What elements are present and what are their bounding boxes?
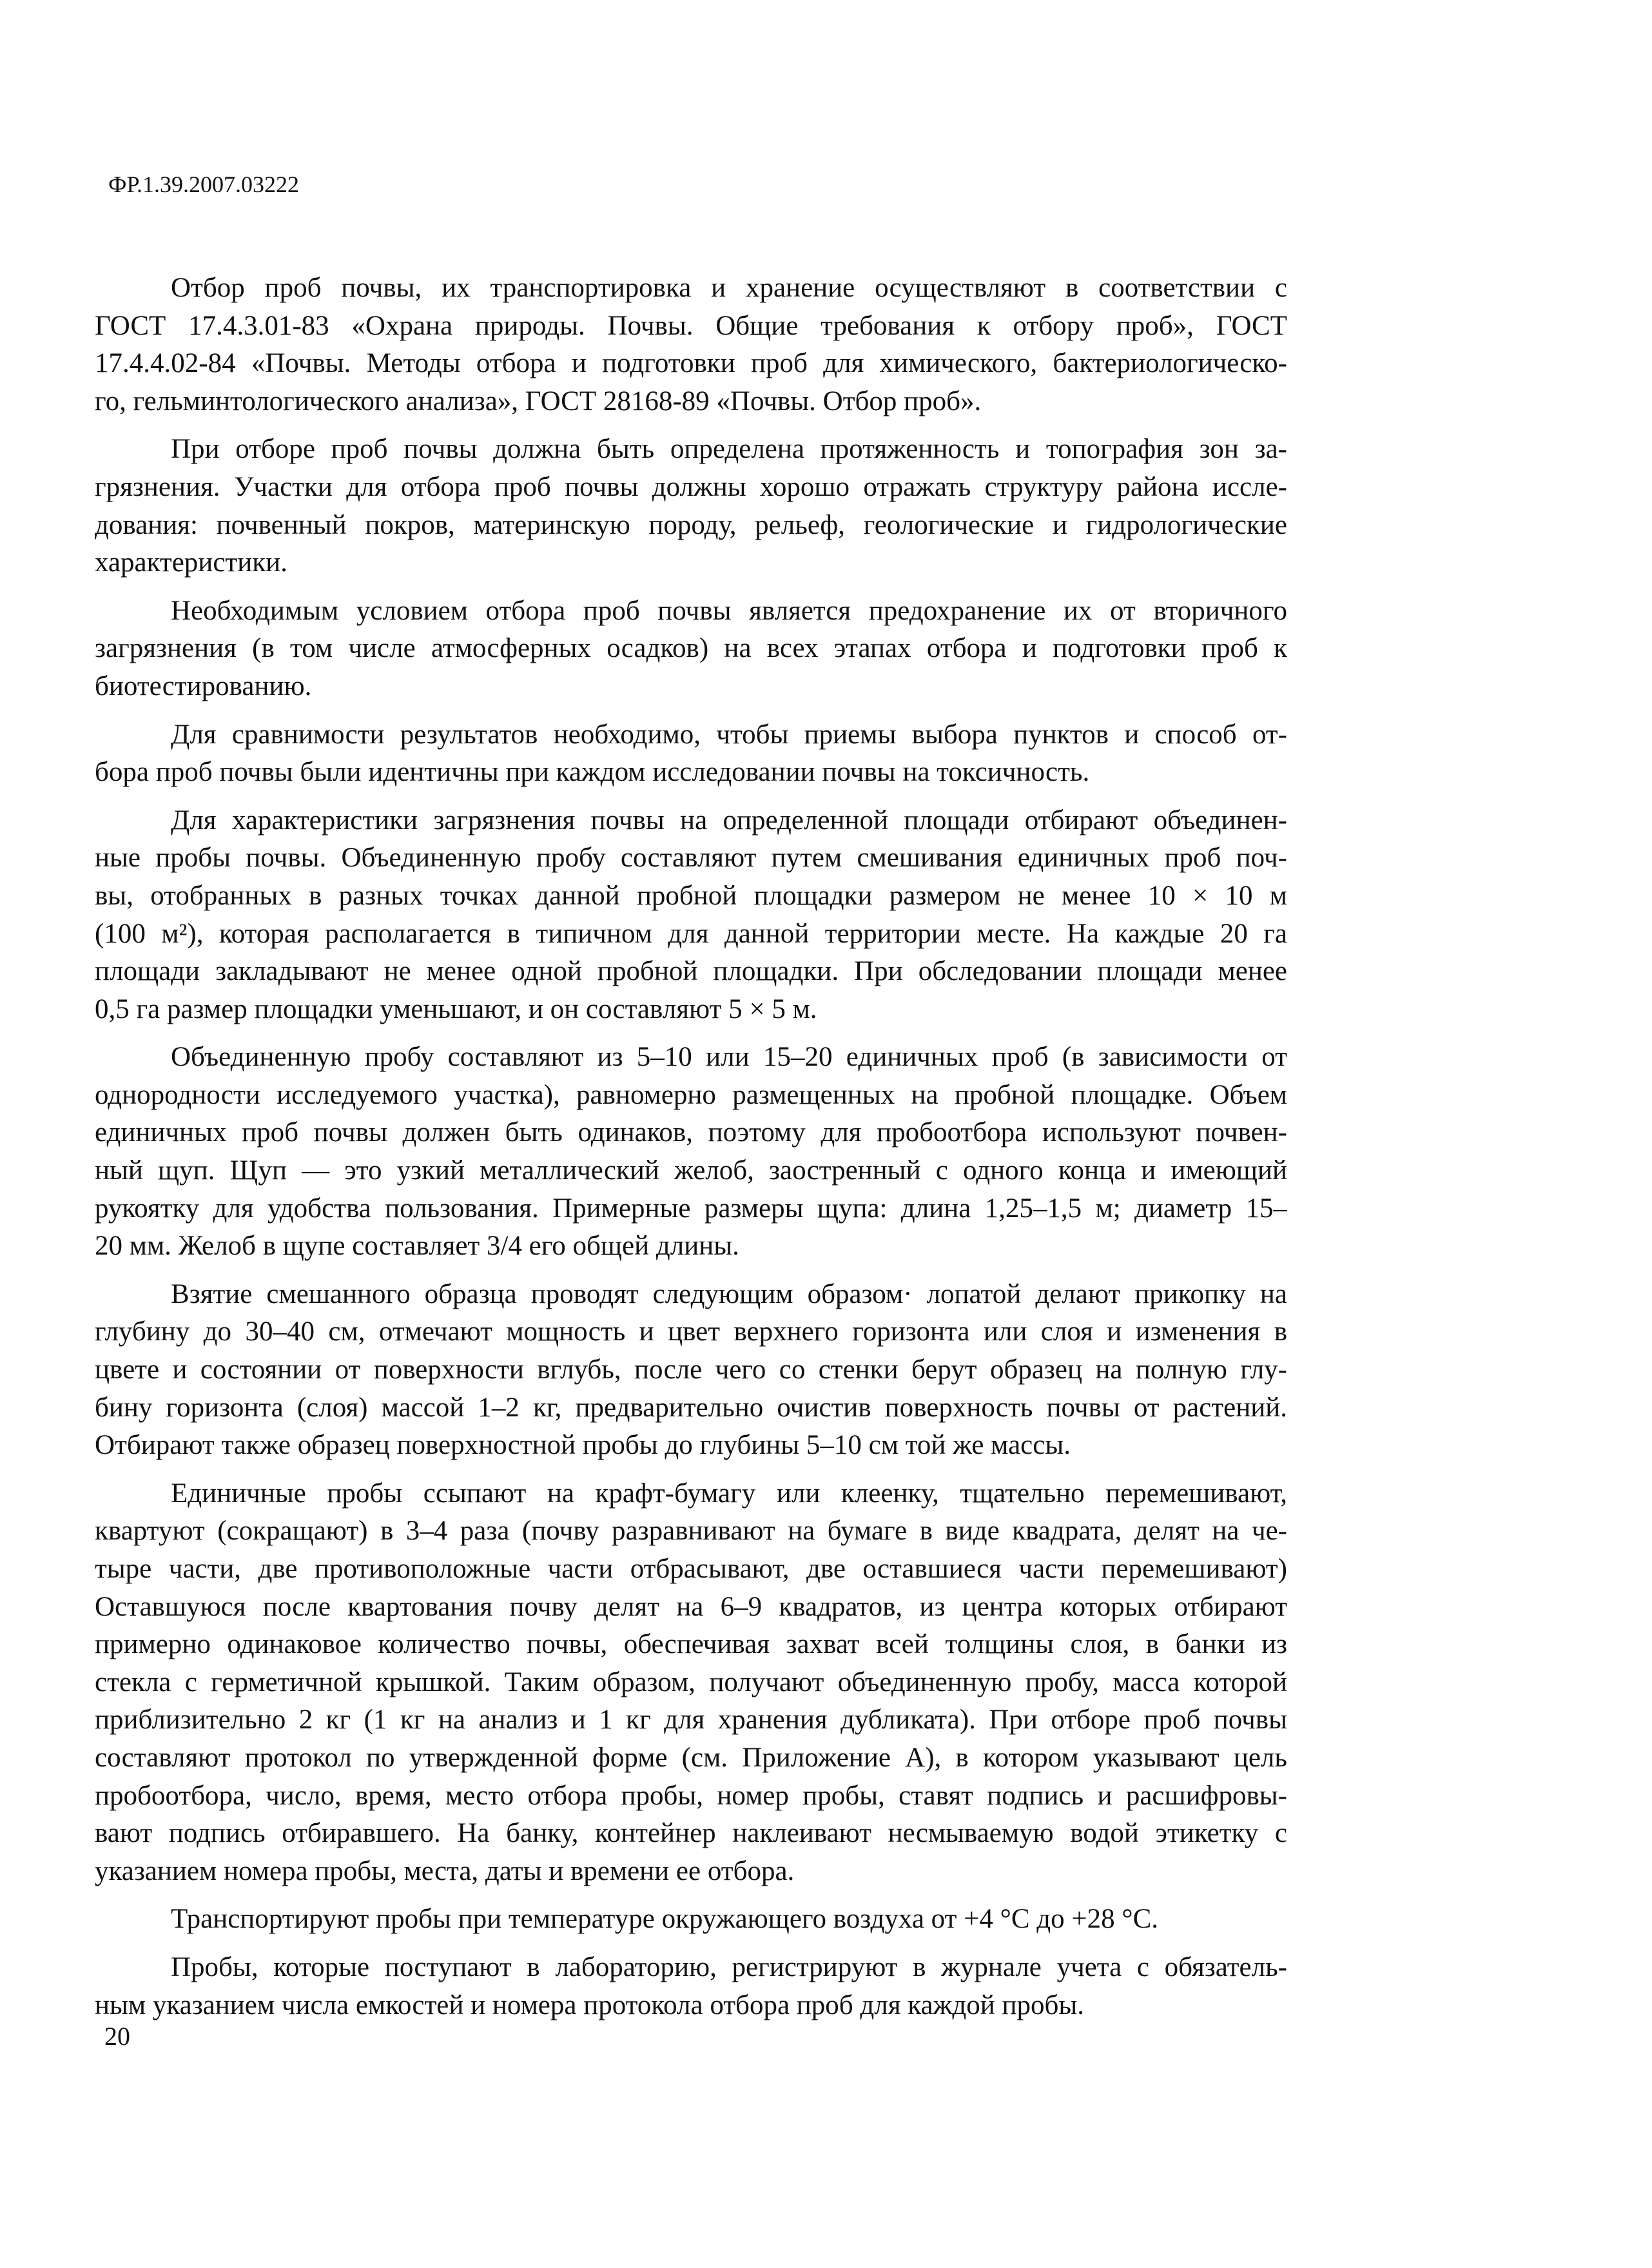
text-line: рукоятку для удобства пользования. Примерные размеры щупа: длина 1,25–1,5 м; диаметр 15– [95,1193,1287,1224]
text-line: вы, отобранных в разных точках данной пробной площадки размером не менее 10 × 10 м [95,880,1287,911]
text-line: (100 м²), которая располагается в типичном для данной территории месте. На каждые 20 га [95,918,1287,949]
text-line: пробоотбора, число, время, место отбора пробы, номер пробы, ставят подпись и расшифровы- [95,1780,1287,1811]
paragraph [0,1276,1652,1465]
paragraph [0,431,1652,582]
page-number: 20 [104,2022,130,2051]
paragraph [0,716,1652,792]
text-line: характеристики. [95,547,287,578]
text-line: 17.4.4.02-84 «Почвы. Методы отбора и подготовки проб для химического, бактериологическо- [95,348,1287,379]
paragraph [0,1475,1652,1891]
text-line: грязнения. Участки для отбора проб почвы должны хорошо отражать структуру района иссле- [95,471,1287,502]
text-line: цвете и состоянии от поверхности вглубь, после чего со стенки берут образец на полную глу- [95,1354,1287,1385]
text-line: составляют протокол по утвержденной форме (см. Приложение А), в котором указывают цель [95,1742,1287,1773]
text-line: стекла с герметичной крышкой. Таким образом, получают объединенную пробу, масса которой [95,1667,1287,1697]
text-line: указанием номера пробы, места, даты и времени ее отбора. [95,1855,795,1886]
text-line: Для характеристики загрязнения почвы на определенной площади отбирают объединен- [171,805,1287,836]
text-line: приблизительно 2 кг (1 кг на анализ и 1 кг для хранения дубликата). При отборе проб почвы [95,1705,1287,1735]
paragraph [0,802,1652,1029]
text-line: вают подпись отбиравшего. На банку, контейнер наклеивают несмываемую водой этикетку с [95,1818,1287,1849]
paragraph [0,269,1652,420]
text-line: го, гельминтологического анализа», ГОСТ 28168-89 «Почвы. Отбор проб». [95,386,982,416]
text-line: 0,5 га размер площадки уменьшают, и он составляют 5 × 5 м. [95,993,817,1024]
text-line: загрязнения (в том числе атмосферных осадков) на всех этапах отбора и подготовки проб к [95,633,1287,664]
text-line: Взятие смешанного образца проводят следующим образом· лопатой делают прикопку на [171,1278,1287,1309]
text-line: бора проб почвы были идентичны при каждом исследовании почвы на токсичность. [95,757,1090,788]
paragraph [0,1039,1652,1266]
text-line: Отбирают также образец поверхностной пробы до глубины 5–10 см той же массы. [95,1430,1071,1461]
text-line: Отбор проб почвы, их транспортировка и хранение осуществляют в соответствии с [171,273,1287,303]
text-line: 20 мм. Желоб в щупе составляет 3/4 его общей длины. [95,1231,739,1262]
text-line: При отборе проб почвы должна быть определена протяженность и топография зон за- [171,434,1287,465]
paragraph [0,1949,1652,2024]
document-code: ФР.1.39.2007.03222 [108,171,299,197]
text-line: Для сравнимости результатов необходимо, чтобы приемы выбора пунктов и способ от- [171,719,1287,750]
text-line: глубину до 30–40 см, отмечают мощность и цвет верхнего горизонта или слоя и изменения в [95,1316,1287,1347]
text-line: дования: почвенный покров, материнскую породу, рельеф, геологические и гидрологические [95,509,1287,540]
text-line: ным указанием числа емкостей и номера протокола отбора проб для каждой пробы. [95,1989,1084,2020]
text-line: квартуют (сокращают) в 3–4 раза (почву разравнивают на бумаге в виде квадрата, делят на че- [95,1516,1287,1547]
text-line: ГОСТ 17.4.3.01-83 «Охрана природы. Почвы. Общие требования к отбору проб», ГОСТ [95,310,1287,341]
paragraph [0,1901,1652,1939]
text-line: бину горизонта (слоя) массой 1–2 кг, предварительно очистив поверхность почвы от растений. [95,1392,1287,1423]
text-line: Объединенную пробу составляют из 5–10 или 15–20 единичных проб (в зависимости от [171,1042,1287,1073]
text-line: однородности исследуемого участка), равномерно размещенных на пробной площадке. Объем [95,1079,1287,1110]
body-text [0,269,1652,2035]
text-line: Единичные пробы ссыпают на крафт-бумагу или клеенку, тщательно перемешивают, [171,1478,1287,1509]
text-line: Транспортируют пробы при температуре окружающего воздуха от +4 °С до +28 °С. [171,1904,1159,1935]
text-line: Оставшуюся после квартования почву делят на 6–9 квадратов, из центра которых отбирают [95,1591,1287,1622]
text-line: ный щуп. Щуп — это узкий металлический желоб, заостренный с одного конца и имеющий [95,1155,1287,1186]
text-line: примерно одинаковое количество почвы, обеспечивая захват всей толщины слоя, в банки из [95,1629,1287,1660]
paragraph [0,592,1652,706]
text-line: Необходимым условием отбора проб почвы является предохранение их от вторичного [171,595,1287,626]
text-line: площади закладывают не менее одной пробной площадки. При обследовании площади менее [95,956,1287,987]
text-line: Пробы, которые поступают в лабораторию, регистрируют в журнале учета с обязатель- [171,1951,1287,1982]
text-line: тыре части, две противоположные части отбрасывают, две оставшиеся части перемешивают) [95,1554,1287,1584]
text-line: единичных проб почвы должен быть одинаков, поэтому для пробоотбора используют почвен- [95,1117,1287,1148]
text-line: биотестированию. [95,670,312,701]
text-line: ные пробы почвы. Объединенную пробу составляют путем смешивания единичных проб поч- [95,843,1287,874]
